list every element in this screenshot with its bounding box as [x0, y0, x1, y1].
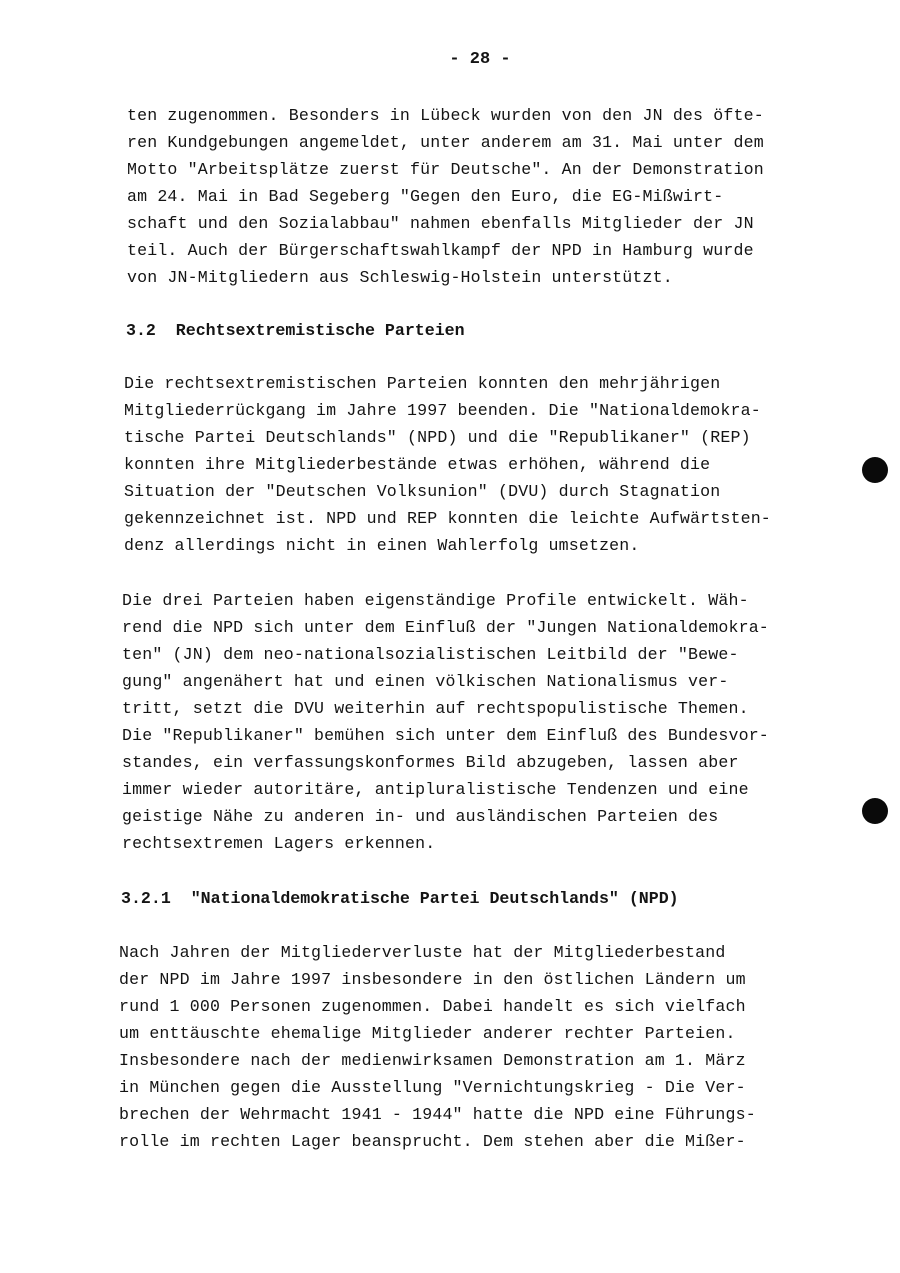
text-line: rend die NPD sich unter dem Einfluß der "Jungen Nationaldemokra- [122, 618, 769, 637]
text-line: konnten ihre Mitgliederbestände etwas erhöhen, während die [124, 455, 711, 474]
text-line: teil. Auch der Bürgerschaftswahlkampf der NPD in Hamburg wurde [127, 241, 754, 260]
text-line: am 24. Mai in Bad Segeberg "Gegen den Euro, die EG-Mißwirt- [127, 187, 724, 206]
text-line: tische Partei Deutschlands" (NPD) und die "Republikaner" (REP) [124, 428, 751, 447]
text-line: rund 1 000 Personen zugenommen. Dabei handelt es sich vielfach [119, 997, 746, 1016]
punch-hole-dot [862, 798, 888, 824]
text-line: standes, ein verfassungskonformes Bild abzugeben, lassen aber [122, 753, 739, 772]
text-line: tritt, setzt die DVU weiterhin auf rechtspopulistische Themen. [122, 699, 749, 718]
text-line: Die rechtsextremistischen Parteien konnten den mehrjährigen [124, 374, 721, 393]
text-line: immer wieder autoritäre, antipluralistische Tendenzen und eine [122, 780, 749, 799]
text-line: Die drei Parteien haben eigenständige Profile entwickelt. Wäh- [122, 591, 749, 610]
text-line: Nach Jahren der Mitgliederverluste hat der Mitgliederbestand [119, 943, 726, 962]
text-line: schaft und den Sozialabbau" nahmen ebenfalls Mitglieder der JN [127, 214, 754, 233]
text-line: in München gegen die Ausstellung "Vernichtungskrieg - Die Ver- [119, 1078, 746, 1097]
text-line: um enttäuschte ehemalige Mitglieder anderer rechter Parteien. [119, 1024, 736, 1043]
text-line: Insbesondere nach der medienwirksamen Demonstration am 1. März [119, 1051, 746, 1070]
text-line: rechtsextremen Lagers erkennen. [122, 834, 436, 853]
section-heading-3-2: 3.2 Rechtsextremistische Parteien [126, 321, 465, 340]
page-number: - 28 - [449, 50, 511, 69]
text-line: gung" angenähert hat und einen völkischen Nationalismus ver- [122, 672, 729, 691]
text-line: von JN-Mitgliedern aus Schleswig-Holstein unterstützt. [127, 268, 673, 287]
text-line: ten zugenommen. Besonders in Lübeck wurden von den JN des öfte- [127, 106, 764, 125]
text-line: Situation der "Deutschen Volksunion" (DVU) durch Stagnation [124, 482, 721, 501]
text-line: Motto "Arbeitsplätze zuerst für Deutsche". An der Demonstration [127, 160, 764, 179]
text-line: geistige Nähe zu anderen in- und ausländischen Parteien des [122, 807, 719, 826]
text-line: brechen der Wehrmacht 1941 - 1944" hatte die NPD eine Führungs- [119, 1105, 756, 1124]
punch-hole-dot [862, 457, 888, 483]
text-line: gekennzeichnet ist. NPD und REP konnten die leichte Aufwärtsten- [124, 509, 771, 528]
text-line: rolle im rechten Lager beansprucht. Dem stehen aber die Mißer- [119, 1132, 746, 1151]
text-line: Mitgliederrückgang im Jahre 1997 beenden. Die "Nationaldemokra- [124, 401, 761, 420]
text-line: Die "Republikaner" bemühen sich unter dem Einfluß des Bundesvor- [122, 726, 769, 745]
section-heading-3-2-1: 3.2.1 "Nationaldemokratische Partei Deutschlands" (NPD) [121, 889, 679, 908]
text-line: ren Kundgebungen angemeldet, unter anderem am 31. Mai unter dem [127, 133, 764, 152]
text-line: denz allerdings nicht in einen Wahlerfolg umsetzen. [124, 536, 640, 555]
text-line: der NPD im Jahre 1997 insbesondere in den östlichen Ländern um [119, 970, 746, 989]
text-line: ten" (JN) dem neo-nationalsozialistischen Leitbild der "Bewe- [122, 645, 739, 664]
